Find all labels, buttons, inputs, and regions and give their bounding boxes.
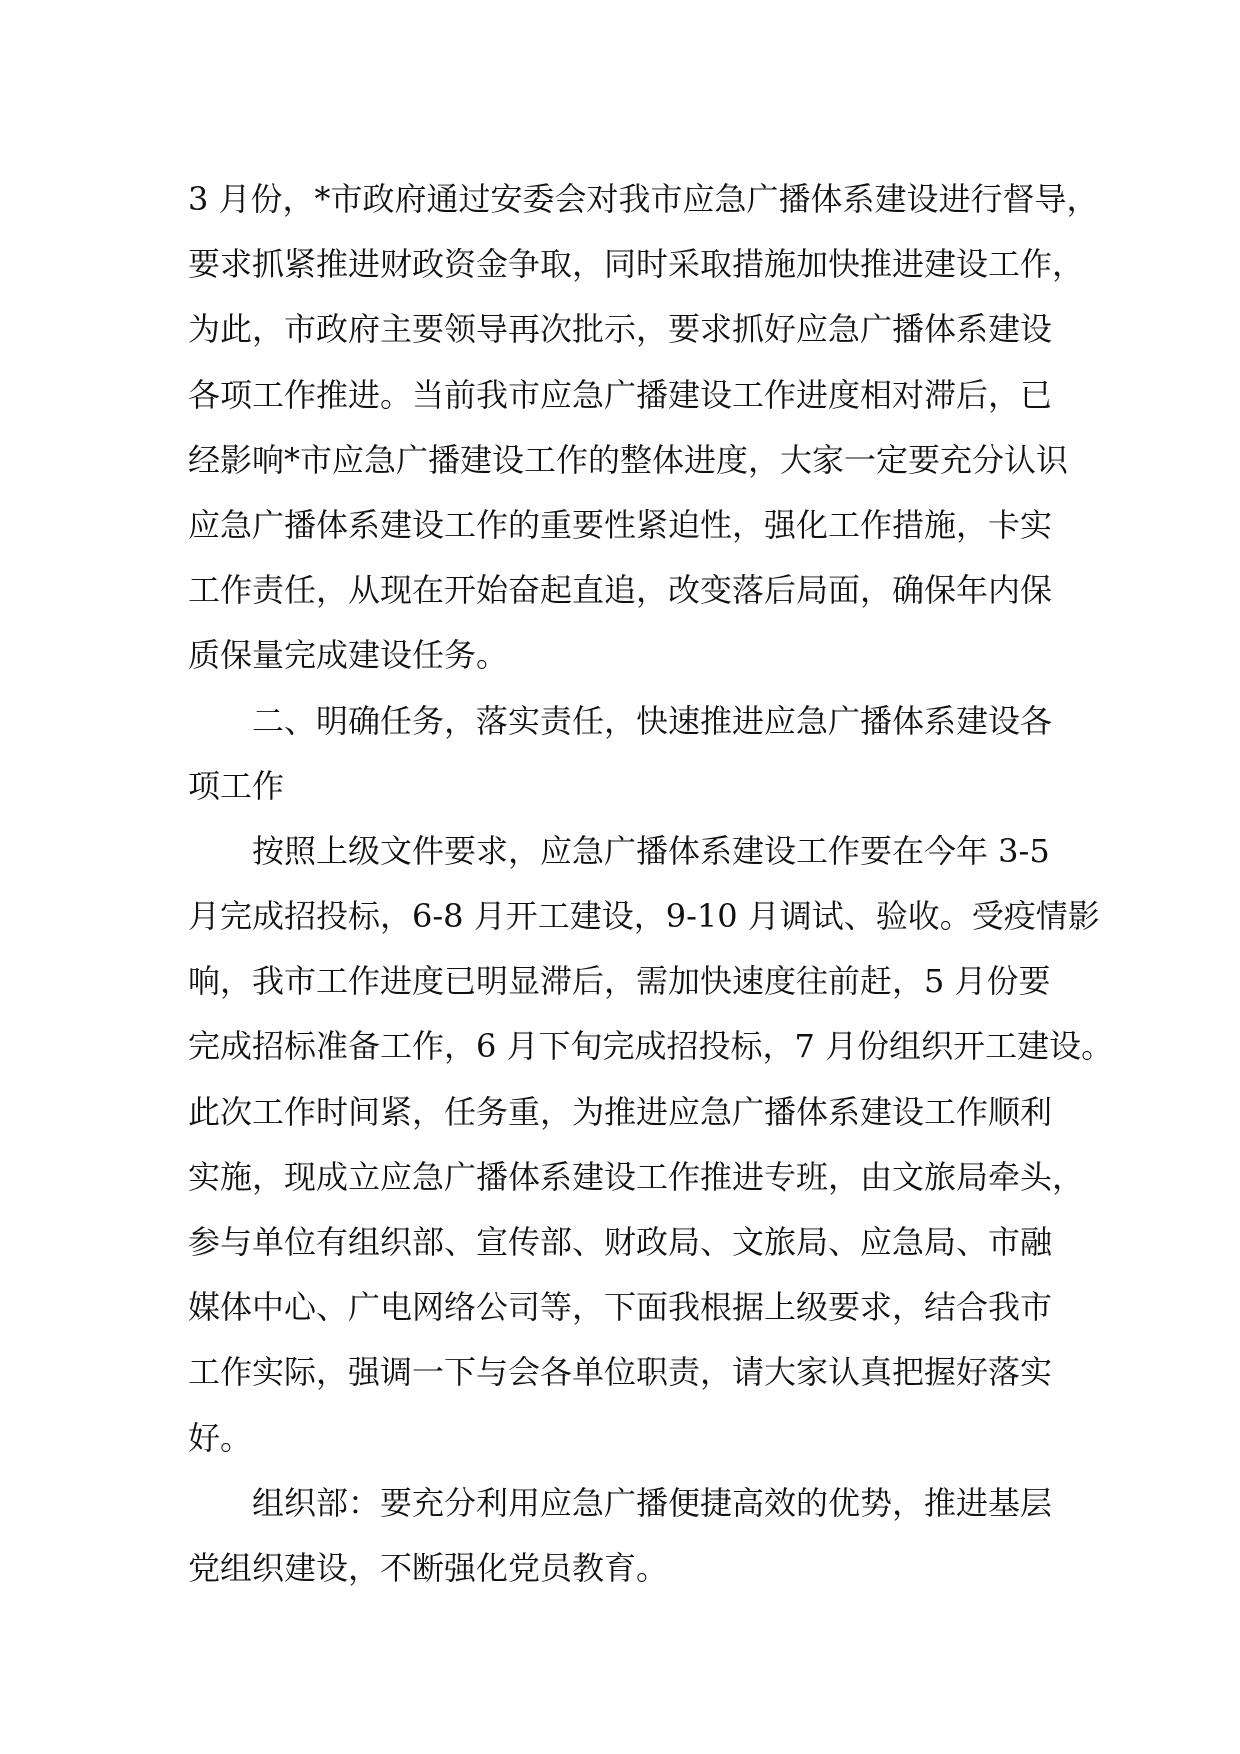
paragraph-line: 组织部：要充分利用应急广播便捷高效的优势，推进基层	[252, 1483, 1053, 1522]
paragraph-line: 工作责任，从现在开始奋起直追，改变落后局面，确保年内保	[188, 571, 1053, 610]
paragraph-line: 应急广播体系建设工作的重要性紧迫性，强化工作措施，卡实	[188, 505, 1053, 544]
paragraph-line: 经影响*市应急广播建设工作的整体进度，大家一定要充分认识	[188, 440, 1069, 479]
paragraph-line: 质保量完成建设任务。	[188, 636, 509, 675]
paragraph-line: 好。	[188, 1418, 253, 1457]
paragraph-line: 实施，现成立应急广播体系建设工作推进专班，由文旅局牵头，	[188, 1157, 1085, 1196]
section-heading-line: 二、明确任务，落实责任，快速推进应急广播体系建设各	[252, 701, 1053, 740]
paragraph-line: 党组织建设，不断强化党员教育。	[188, 1548, 669, 1587]
paragraph-line: 要求抓紧推进财政资金争取，同时采取措施加快推进建设工作，	[188, 245, 1085, 284]
paragraph-line: 响，我市工作进度已明显滞后，需加快速度往前赶，5 月份要	[188, 962, 1051, 1001]
paragraph-line: 工作实际，强调一下与会各单位职责，请大家认真把握好落实	[188, 1353, 1053, 1392]
paragraph-line: 此次工作时间紧，任务重，为推进应急广播体系建设工作顺利	[188, 1092, 1053, 1131]
paragraph-line: 为此，市政府主要领导再次批示，要求抓好应急广播体系建设	[188, 310, 1053, 349]
paragraph-line: 完成招标准备工作，6 月下旬完成招投标，7 月份组织开工建设。	[188, 1027, 1114, 1066]
paragraph-line: 3 月份，*市政府通过安委会对我市应急广播体系建设进行督导，	[188, 180, 1099, 218]
document-body	[188, 167, 1114, 1601]
section-heading-line: 项工作	[188, 766, 285, 805]
paragraph-line: 参与单位有组织部、宣传部、财政局、文旅局、应急局、市融	[188, 1223, 1053, 1261]
paragraph-line: 各项工作推进。当前我市应急广播建设工作进度相对滞后，已	[188, 375, 1053, 414]
paragraph-line: 媒体中心、广电网络公司等，下面我根据上级要求，结合我市	[188, 1288, 1053, 1327]
paragraph-line: 月完成招投标，6-8 月开工建设，9-10 月调试、验收。受疫情影	[188, 897, 1100, 936]
paragraph-line: 按照上级文件要求，应急广播体系建设工作要在今年 3-5	[252, 831, 1050, 870]
